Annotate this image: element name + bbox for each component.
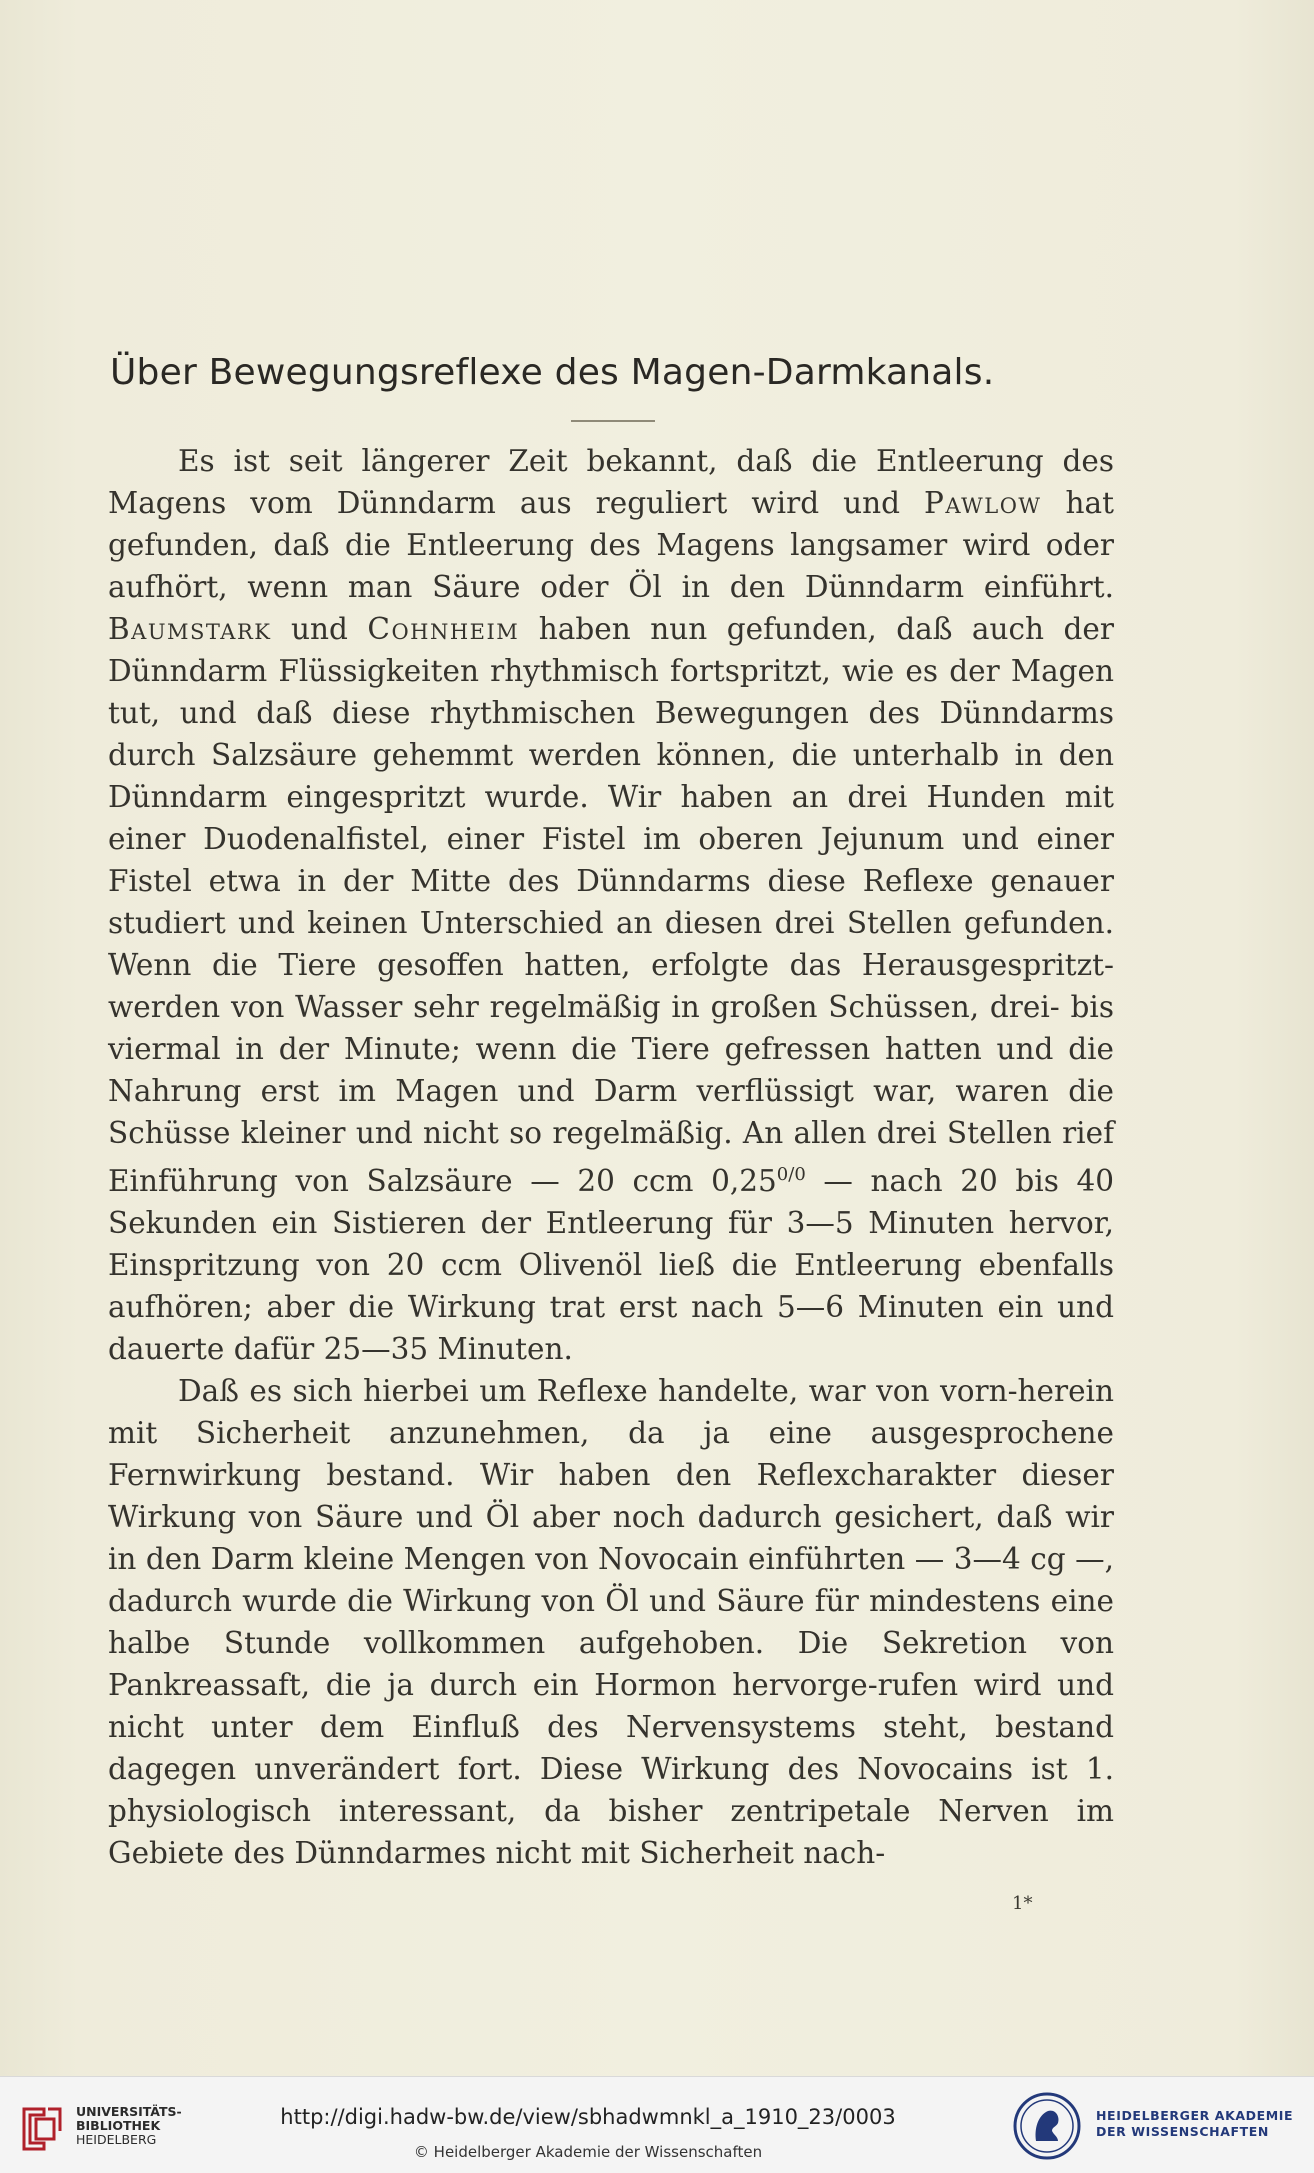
academy-name	[1096, 2108, 1293, 2140]
page-number: 1*	[1012, 1893, 1033, 1914]
permalink-url[interactable]: http://digi.hadw-bw.de/view/sbhadwmnkl_a_1910_23/0003	[280, 2105, 896, 2129]
author-name-baumstark: Baumstark	[108, 612, 272, 646]
author-name-cohnheim: Cohnheim	[367, 612, 520, 646]
copyright-notice: © Heidelberger Akademie der Wissenschaften	[413, 2143, 763, 2161]
paragraph-2	[108, 1370, 1114, 1874]
university-library-logo-icon	[14, 2101, 70, 2157]
body-text	[108, 440, 1114, 1874]
academy-seal-icon	[1012, 2091, 1082, 2161]
university-library-name	[76, 2105, 182, 2147]
academy-name-line: HEIDELBERGER AKADEMIE	[1096, 2108, 1294, 2123]
academy-name-line: DER WISSENSCHAFTEN	[1096, 2124, 1269, 2139]
text-run: — nach 20 bis 40 Sekunden ein Sistieren der Entleerung für 3—5 Minuten hervor, Einspritzung von 20 ccm Olivenöl ließ die Entleerung ebenfalls aufhören; aber die Wirkung trat erst nach 5—6 Minuten ein und dauerte dafür 25—35 Minuten.	[108, 1163, 1114, 1366]
text-run: und	[271, 612, 368, 646]
article-title: Über Bewegungsreflexe des Magen-Darmkanals.	[110, 352, 995, 393]
text-run: Es ist seit längerer Zeit bekannt, daß die Entleerung des Magens vom Dünndarm aus reguliert wird und	[108, 444, 1114, 520]
library-name-line: BIBLIOTHEK	[76, 2118, 161, 2133]
author-name-pawlow: Pawlow	[924, 486, 1042, 520]
text-run: hat gefunden, daß die Entleerung des Magens langsamer wird oder aufhört, wenn man Säure oder Öl in den Dünndarm einführt.	[108, 486, 1114, 604]
text-run: Daß es sich hierbei um Reflexe handelte, war von vorn-herein mit Sicherheit anzunehmen, da ja eine ausgesprochene Fernwirkung bestand. Wir haben den Reflexcharakter dieser Wirkung von Säure und Öl aber noch dadurch gesichert, daß wir in den Darm kleine Mengen von Novocain einführten — 3—4 cg —, dadurch wurde die Wirkung von Öl und Säure für mindestens eine halbe Stunde vollkommen aufgehoben. Die Sekretion von Pankreassaft, die ja durch ein Hormon hervorge-rufen wird und nicht unter dem Einfluß des Nervensystems steht, bestand dagegen unverändert fort. Diese Wirkung des Novocains ist 1. physiologisch interessant, da bisher zentripetale Nerven im Gebiete des Dünndarmes nicht mit Sicherheit nach-	[108, 1373, 1114, 1870]
library-name-line: UNIVERSITÄTS-	[76, 2104, 182, 2119]
library-name-line: HEIDELBERG	[76, 2132, 157, 2147]
paragraph-1	[108, 440, 1114, 1370]
title-divider	[571, 420, 655, 422]
text-run: haben nun gefunden, daß auch der Dünndarm Flüssigkeiten rhythmisch fortspritzt, wie es der Magen tut, und daß diese rhythmischen Bewegungen des Dünndarms durch Salzsäure gehemmt werden können, die unterhalb in den Dünndarm eingespritzt wurde. Wir haben an drei Hunden mit einer Duodenalfistel, einer Fistel im oberen Jejunum und einer Fistel etwa in der Mitte des Dünndarms diese Reflexe genauer studiert und keinen Unterschied an diesen drei Stellen gefunden. Wenn die Tiere gesoffen hatten, erfolgte das Herausgespritzt-werden von Wasser sehr regelmäßig in großen Schüssen, drei- bis viermal in der Minute; wenn die Tiere gefressen hatten und die Nahrung erst im Magen und Darm verflüssigt war, waren die Schüsse kleiner und nicht so regelmäßig. An allen drei Stellen rief Einführung von Salzsäure — 20 ccm 0,25	[108, 612, 1114, 1198]
viewer-footer	[0, 2076, 1314, 2173]
bleed-through-shadow	[200, 110, 1100, 360]
percent-sign: 0/0	[776, 1164, 806, 1185]
